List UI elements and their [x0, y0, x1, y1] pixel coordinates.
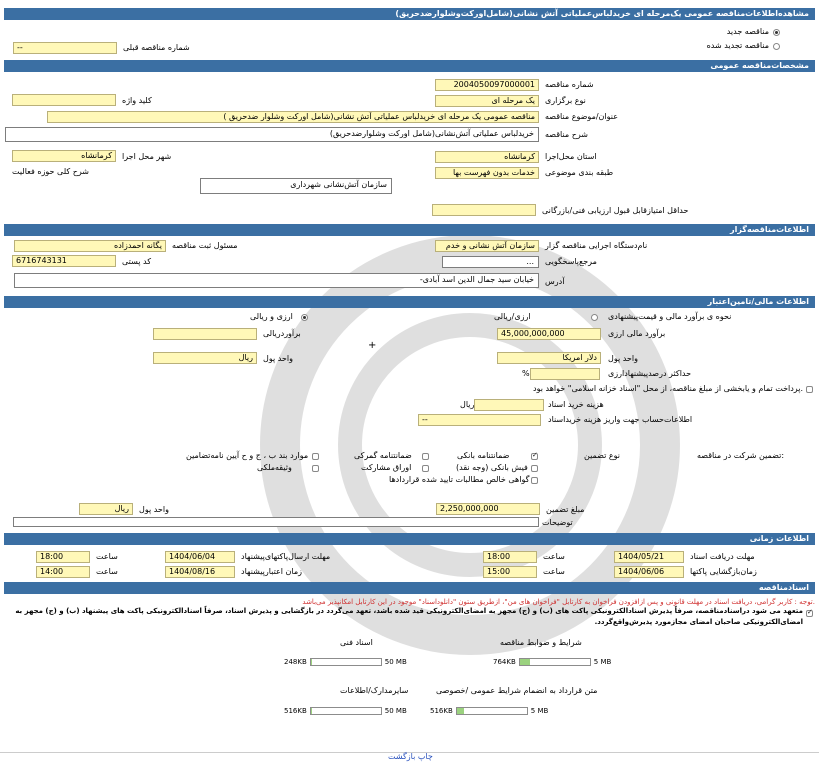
customs-guarantee-label: ضمانتنامه گمرکی — [354, 451, 412, 460]
participation-guarantee-label: تضمین شرکت در مناقصه: — [697, 451, 785, 460]
fx-and-rial-option: ارزی و ریالی — [250, 312, 293, 321]
receivables-label: گواهی خالص مطالبات تایید شده قراردادها — [389, 475, 530, 484]
opening-time-field[interactable]: 15:00 — [483, 566, 537, 578]
subject-label: عنوان/موضوع مناقصه — [545, 112, 618, 121]
rial-currency-label: واحد پول — [263, 354, 293, 363]
category-field[interactable]: خدمات بدون فهرست بها — [435, 167, 539, 179]
file-size: 516KB — [430, 707, 453, 715]
prev-number-label: شماره مناقصه قبلی — [123, 43, 190, 52]
estimate-type-label: نحوه ی برآورد مالی و قیمت‌پیشنهادی — [608, 312, 732, 321]
file-title-technical: اسناد فنی — [340, 638, 373, 647]
guarantee-notes-label: توضیحات — [542, 518, 573, 527]
doc-fee-unit: ریال — [460, 400, 475, 409]
min-score-field[interactable] — [432, 204, 536, 216]
province-label: استان محل‌اجرا — [545, 152, 597, 161]
file-progress-fill — [311, 659, 312, 665]
validity-time-field[interactable]: 14:00 — [36, 566, 90, 578]
fx-currency-label: واحد پول — [608, 354, 638, 363]
bonds-checkbox[interactable] — [422, 465, 429, 472]
renewed-tender-label: مناقصه تجدید شده — [706, 41, 769, 50]
regulation-items-checkbox[interactable] — [312, 453, 319, 460]
address-field[interactable]: خیابان سید جمال الدین اسد آبادی- — [14, 273, 539, 288]
executive-device-field[interactable]: سازمان آتش نشانی و خدم — [435, 240, 539, 252]
documents-warning: توجه : کاربر گرامی، دریافت اسناد در مهلت قانونی و پس ازافزودن فراخوان به کارتابل "فراخوان های من"، ازطریق ستون "دانلوداسناد" موجود در این کارتابل امکانپذیر می‌باشد. — [302, 598, 815, 606]
registrar-label: مسئول ثبت مناقصه — [172, 241, 238, 250]
opening-label: زمان‌بازگشایی پاکتها — [690, 567, 757, 576]
send-offers-time-field[interactable]: 18:00 — [36, 551, 90, 563]
file-progress-fill — [457, 708, 464, 714]
file-size: 248KB — [284, 658, 307, 666]
guarantee-currency-field[interactable]: ریال — [79, 503, 133, 515]
property-collateral-label: وثیقه‌ملکی — [257, 463, 292, 472]
rial-currency-field[interactable]: ریال — [153, 352, 257, 364]
general-section-header: مشخصات‌مناقصه عمومی — [4, 60, 815, 72]
fx-rial-radio[interactable] — [591, 314, 598, 321]
file-max-size: 5 MB — [530, 707, 549, 715]
file-title-other: سایرمدارک/اطلاعات — [340, 686, 409, 695]
account-info-field[interactable]: -- — [418, 414, 541, 426]
receive-docs-time-field[interactable]: 18:00 — [483, 551, 537, 563]
registrar-field[interactable]: یگانه احمدزاده — [14, 240, 166, 252]
file-progress-fill — [311, 708, 312, 714]
city-field[interactable]: کرمانشاه — [12, 150, 116, 162]
max-fx-percent-label: حداکثر درصدپیشنهادارزی — [608, 369, 692, 378]
tender-number-label: شماره مناقصه — [545, 80, 594, 89]
file-title-terms: شرایط و ضوابط مناقصه — [500, 638, 582, 647]
file-title-contract: متن قرارداد به انضمام شرایط عمومی /خصوصی — [436, 686, 598, 695]
validity-date-field[interactable]: 1404/08/16 — [165, 566, 235, 578]
renewed-tender-radio[interactable] — [773, 43, 780, 50]
new-tender-radio[interactable] — [773, 29, 780, 36]
file-row-technical[interactable] — [284, 657, 407, 667]
reference-label: مرجع‌پاسخگویی — [545, 257, 597, 266]
cash-receipt-label: فیش بانکی (وجه نقد) — [456, 463, 528, 472]
max-fx-percent-field[interactable] — [530, 368, 600, 380]
print-return-link[interactable]: چاپ بازگشت — [388, 752, 433, 761]
tender-number-field[interactable]: 2004050097000001 — [435, 79, 539, 91]
send-offers-time-label: ساعت — [96, 552, 118, 561]
timing-section-header: اطلاعات زمانی — [4, 533, 815, 545]
account-info-label: اطلاعات‌حساب جهت واریز هزینه خریداسناد — [548, 415, 693, 424]
file-progress-bar — [519, 658, 591, 666]
guarantee-amount-field[interactable]: 2,250,000,000 — [436, 503, 540, 515]
file-size: 764KB — [493, 658, 516, 666]
send-offers-label: مهلت ارسال‌پاکتهای‌پیشنهاد — [241, 552, 331, 561]
cash-receipt-checkbox[interactable] — [531, 465, 538, 472]
file-size: 516KB — [284, 707, 307, 715]
postal-code-field[interactable]: 6716743131 — [12, 255, 116, 267]
file-progress-bar — [456, 707, 528, 715]
guarantee-amount-label: مبلغ تضمین — [546, 505, 585, 514]
keyword-label: کلید واژه — [122, 96, 152, 105]
file-progress-bar — [310, 707, 382, 715]
city-label: شهر محل اجرا — [122, 152, 172, 161]
prev-number-field[interactable]: -- — [13, 42, 117, 54]
bonds-label: اوراق مشارکت — [361, 463, 412, 472]
treasury-label: پرداخت تمام و یابخشی از مبلغ مناقصه، از محل "اسناد خزانه اسلامی" خواهد بود. — [533, 384, 803, 393]
description-field[interactable]: خریدلباس عملیاتی آتش‌نشانی(شامل اورکت وشلوارضدحریق) — [5, 127, 539, 142]
commitment-text: متعهد می شود دراسنادمناقصه، صرفاً پذیرش اسنادالکترونیکی پاکت های (ب) و (ج) مجهز به امضای‌الکترونیکی قید شده باشد، تعهد می‌گردد در بازگشایی و پذیرش اسناد، صرفاً اسنادالکترونیکی پاکت های پیشنهاد (ب) و (ج) مجهز به امضای‌الکترونیکی صاحبان امضای مجازمورد پذیرش‌واقع‌گردد. — [15, 607, 803, 626]
category-label: طبقه بندی موضوعی — [545, 168, 614, 177]
fx-estimate-label: برآورد مالی ارزی — [608, 329, 666, 338]
postal-code-label: کد پستی — [122, 257, 151, 266]
fx-currency-field[interactable]: دلار امریکا — [497, 352, 601, 364]
file-max-size: 5 MB — [593, 658, 612, 666]
bank-guarantee-checkbox[interactable] — [531, 453, 538, 460]
commitment-checkbox[interactable] — [806, 610, 813, 617]
holding-type-label: نوع برگزاری — [545, 96, 586, 105]
executive-device-label: نام‌دستگاه اجرایی مناقصه گزار — [545, 241, 648, 250]
address-label: آدرس — [545, 277, 565, 286]
receive-docs-label: مهلت دریافت اسناد — [690, 552, 755, 561]
file-progress-fill — [520, 659, 531, 665]
treasury-checkbox[interactable] — [806, 386, 813, 393]
receive-docs-date-field[interactable]: 1404/05/21 — [614, 551, 684, 563]
province-field[interactable]: کرمانشاه — [435, 151, 539, 163]
file-row-contract[interactable] — [430, 706, 548, 716]
activity-label: شرح کلی حوزه فعالیت — [12, 167, 89, 176]
finance-section-header: اطلاعات مالی/تامین‌اعتبار — [4, 296, 815, 308]
file-max-size: 50 MB — [384, 658, 407, 666]
customs-guarantee-checkbox[interactable] — [422, 453, 429, 460]
new-tender-label: مناقصه جدید — [726, 27, 769, 36]
file-progress-bar — [310, 658, 382, 666]
doc-fee-field[interactable] — [474, 399, 544, 411]
send-offers-date-field[interactable]: 1404/06/04 — [165, 551, 235, 563]
property-collateral-checkbox[interactable] — [312, 465, 319, 472]
organizer-section-header: اطلاعات‌مناقصه‌گزار — [4, 224, 815, 236]
subject-field[interactable]: مناقصه عمومی یک مرحله ای خریدلباس عملیاتی آتش نشانی(شامل اورکت وشلوار ضدحریق ) — [47, 111, 539, 123]
doc-fee-label: هزینه خرید اسناد — [548, 400, 604, 409]
opening-date-field[interactable]: 1404/06/06 — [614, 566, 684, 578]
rial-estimate-label: برآوردریالی — [263, 329, 301, 338]
regulation-items-label: موارد بند ب ، ج و ح آیین نامه‌تضامین — [186, 451, 309, 460]
rial-estimate-field[interactable] — [153, 328, 257, 340]
description-label: شرح مناقصه — [545, 130, 589, 139]
file-max-size: 50 MB — [384, 707, 407, 715]
fx-rial-option: ارزی/ریالی — [494, 312, 531, 321]
holding-type-field[interactable]: یک مرحله ای — [435, 95, 539, 107]
percent-sign: % — [522, 369, 530, 378]
guarantee-type-label: نوع تضمین — [584, 451, 620, 460]
fx-and-rial-radio[interactable] — [301, 314, 308, 321]
guarantee-currency-label: واحد پول — [139, 505, 169, 514]
file-row-other[interactable] — [284, 706, 407, 716]
file-row-terms[interactable] — [493, 657, 611, 667]
receivables-checkbox[interactable] — [531, 477, 538, 484]
fx-estimate-field[interactable]: 45,000,000,000 — [497, 328, 601, 340]
validity-time-label: ساعت — [96, 567, 118, 576]
min-score-label: حداقل امتیازقابل قبول ارزیابی فنی/بازرگانی — [542, 206, 689, 215]
activity-field[interactable]: سازمان آتش‌نشانی شهرداری — [200, 178, 392, 194]
plus-sign: + — [368, 340, 377, 351]
receive-docs-time-label: ساعت — [543, 552, 565, 561]
page-title: مشاهده‌اطلاعات‌مناقصه عمومی یک‌مرحله ای خریدلباس‌عملیاتی آتش نشانی(شامل‌اورکت‌وشلوارضدحریق) — [4, 8, 815, 20]
guarantee-notes-field[interactable] — [13, 517, 539, 527]
keyword-field[interactable] — [12, 94, 116, 106]
validity-label: زمان اعتبارپیشنهاد — [241, 567, 303, 576]
bank-guarantee-label: ضمانتنامه بانکی — [457, 451, 510, 460]
opening-time-label: ساعت — [543, 567, 565, 576]
documents-section-header: اسنادمناقصه — [4, 582, 815, 594]
reference-field[interactable]: ... — [442, 256, 539, 268]
